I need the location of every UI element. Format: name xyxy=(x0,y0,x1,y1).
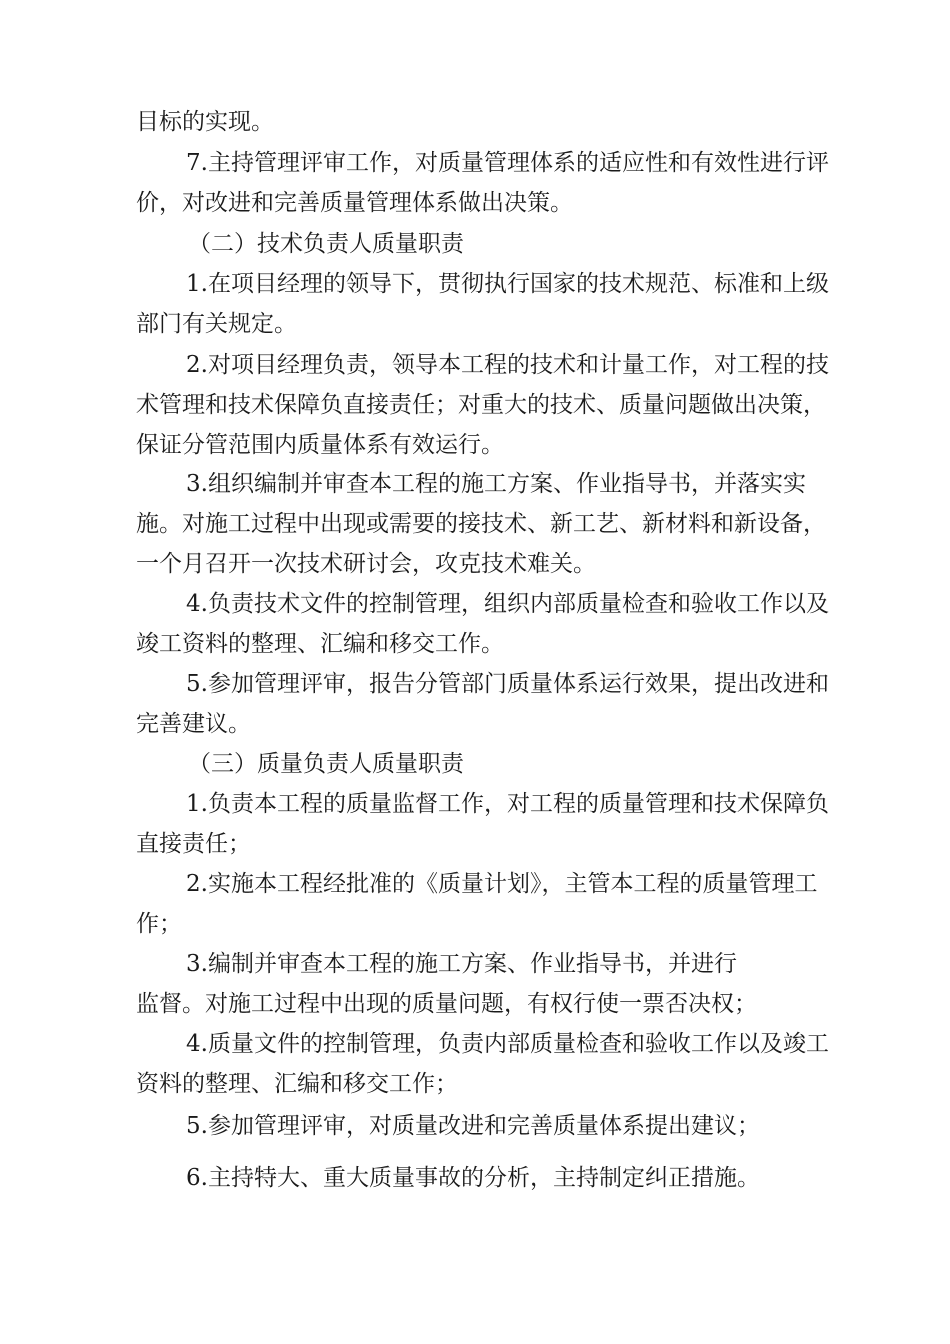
paragraph-quality-item-3-line1: 3.编制并审查本工程的施工方案、作业指导书，并进行 xyxy=(186,951,737,977)
paragraph-quality-item-2: 2.实施本工程经批准的《质量计划》，主管本工程的质量管理工作； xyxy=(136,871,818,937)
section-heading-quality-lead: （三）质量负责人质量职责 xyxy=(188,751,464,777)
paragraph-tech-item-3: 3.组织编制并审查本工程的施工方案、作业指导书，并落实实施。对施工过程中出现或需要的接技术、新工艺、新材料和新设备，一个月召开一次技术研讨会，攻克技术难关。 xyxy=(136,471,826,577)
paragraph-continuation: 目标的实现。 xyxy=(136,109,274,135)
paragraph-quality-item-3-line2: 监督。对施工过程中出现的质量问题，有权行使一票否决权； xyxy=(136,991,757,1017)
paragraph-quality-item-4: 4.质量文件的控制管理，负责内部质量检查和验收工作以及竣工资料的整理、汇编和移交工作； xyxy=(136,1031,829,1097)
paragraph-tech-item-5: 5.参加管理评审，报告分管部门质量体系运行效果，提出改进和完善建议。 xyxy=(136,671,829,737)
paragraph-tech-item-1: 1.在项目经理的领导下，贯彻执行国家的技术规范、标准和上级部门有关规定。 xyxy=(136,271,829,337)
paragraph-tech-item-4: 4.负责技术文件的控制管理，组织内部质量检查和验收工作以及竣工资料的整理、汇编和移交工作。 xyxy=(136,591,829,657)
section-heading-tech-lead: （二）技术负责人质量职责 xyxy=(188,231,464,257)
paragraph-item-7: 7.主持管理评审工作，对质量管理体系的适应性和有效性进行评价，对改进和完善质量管理体系做出决策。 xyxy=(136,150,829,216)
paragraph-tech-item-2: 2.对项目经理负责，领导本工程的技术和计量工作，对工程的技术管理和技术保障负直接责任；对重大的技术、质量问题做出决策，保证分管范围内质量体系有效运行。 xyxy=(136,352,829,458)
paragraph-quality-item-1: 1.负责本工程的质量监督工作，对工程的质量管理和技术保障负直接责任； xyxy=(136,791,829,857)
paragraph-quality-item-5: 5.参加管理评审，对质量改进和完善质量体系提出建议； xyxy=(186,1113,760,1139)
paragraph-quality-item-6: 6.主持特大、重大质量事故的分析，主持制定纠正措施。 xyxy=(186,1165,760,1191)
